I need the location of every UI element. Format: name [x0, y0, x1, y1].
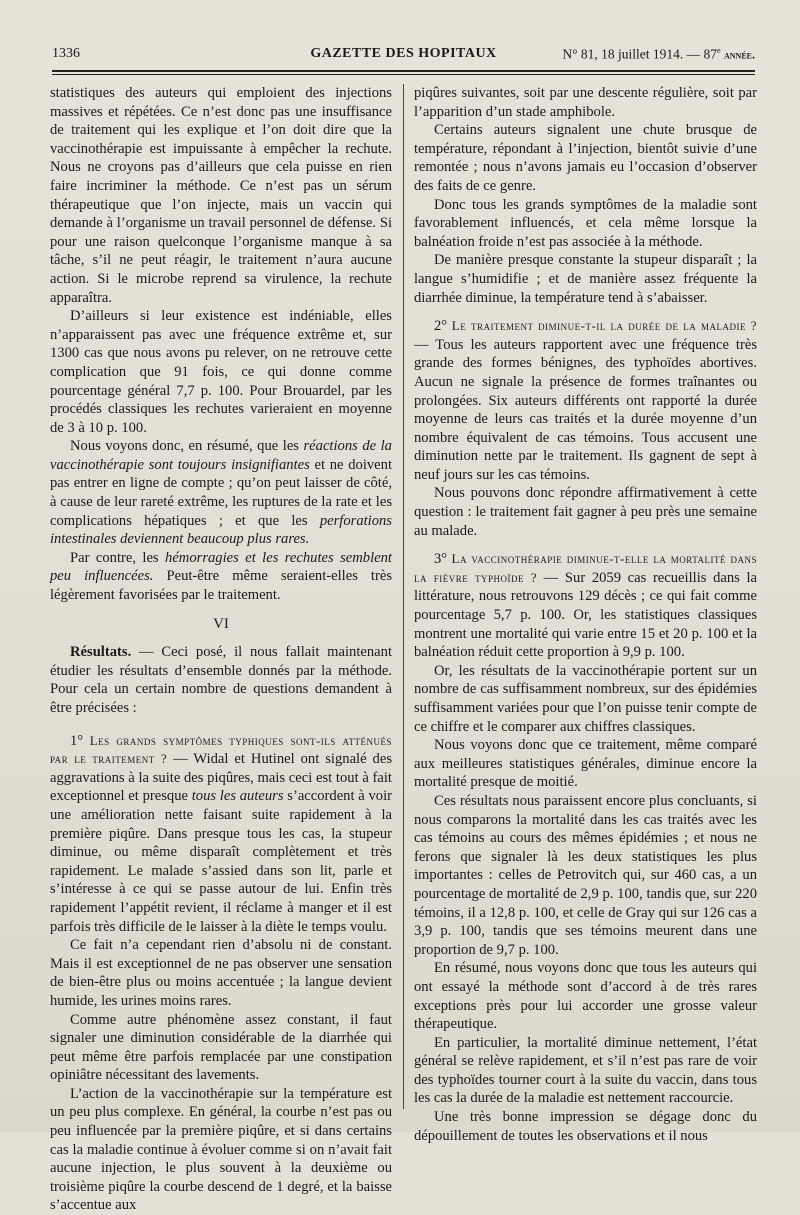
paragraph	[50, 732, 392, 937]
header-rule-thin	[52, 74, 755, 75]
spacer	[50, 633, 392, 643]
spacer	[50, 605, 392, 615]
paragraph: De manière presque constante la stupeur disparaît ; la langue s’humidifie ; et de manière assez fréquente la diarrhée diminue, la température tend à s’abaisser.	[414, 252, 757, 306]
column-separator	[403, 84, 404, 1109]
paragraph: D’ailleurs si leur existence est indéniable, elles n’apparaissent pas avec une fréquence extrême et, sur 1300 cas que nous avons pu relever, on ne retrouve cette complication que 91 fois, ce qui donne comme pourcentage général 7,7 p. 100. Pour Brouardel, par les procédés classiques les rechutes varieraient en moyenne de 3 à 10 p. 100.	[50, 308, 392, 436]
page-number: 1336	[52, 46, 80, 61]
paragraph: Une très bonne impression se dégage donc du dépouillement de toutes les observations et il nous	[414, 1109, 757, 1144]
paragraph: Or, les résultats de la vaccinothérapie portent sur un nombre de cas suffisamment nombreux, sur des épidémies suffisamment variées pour que l’on puisse tenir compte de ce chiffre et le comparer aux chiffres classiques.	[414, 662, 757, 735]
paragraph: En particulier, la mortalité diminue nettement, l’état général se relève rapidement, et s’il n’est pas rare de voir des typhoïdes tourner court à la suite du vaccin, dans tous les cas la durée de la maladie est nettement raccourcie.	[414, 1034, 757, 1107]
question-heading: Le traitement diminue-t-il la durée de la maladie ?	[451, 318, 757, 334]
text-run: 3°	[434, 551, 452, 568]
text-run: 1°	[70, 732, 90, 749]
text-run: et ne doivent pas entrer en ligne de compte ; qu’on peut laisser de côté, à cause de leur rareté extrême, les ruptures de la rate et les complications hépatiques ; et que les	[50, 456, 392, 529]
text-run: — Sur 2059 cas recueillis dans la littérature, nous retrouvons 129 décès ; ce qui fait comme pourcentage 5,7 p. 100. Or, les statistiques classiques montrent une mortalité qui varie entre 15 et 20 p. 100 et la balnéation réduit cette proportion à 9,9 p. 100.	[414, 569, 758, 661]
spacer	[50, 718, 392, 732]
paragraph: statistiques des auteurs qui emploient des injections massives et répétées. Ce n’est donc pas une insuffisance de traitement qui les explique et l’on doit dire que la vaccinothérapie est impuissante à empêcher la rechute. Nous ne croyons pas d’ailleurs que cela puisse en rien faire incriminer la méthode. Ce n’est pas un sérum thérapeutique que l’on injecte, mais un vaccin qui demande à l’organisme un travail personnel de défense. Si pour une raison quelconque l’organisme manque à sa tâche, s’il ne peut réagir, le traitement n’aura aucune action. Si le microbe reprend sa virulence, la rechute apparaîtra.	[50, 85, 392, 306]
paragraph: Certains auteurs signalent une chute brusque de température, répondant à l’injection, bientôt suivie d’une remontée ; nous n’avons jamais eu l’occasion d’observer des faits de ce genre.	[414, 122, 757, 194]
question-heading: Les grands symptômes typhiques sont-ils atténués par le traitement ?	[50, 732, 392, 767]
left-column	[50, 84, 392, 1215]
issue-year-label: année.	[723, 47, 755, 62]
text-run: s’accordent à voir une amélioration nette faisant suite rapidement à la première piqûre. Dans presque tous les cas, la stupeur diminue, ou même disparaît complètement et très rapidement. Le malade s’assied dans son lit, parle et s’intéresse à ce qui se passe autour de lui. Enfin très rapidement l’appétit revient, il réclame à manger et il est parfois très difficile de le laisser à la diète le temps voulu.	[50, 788, 393, 935]
paragraph: Donc tous les grands symptômes de la maladie sont favorablement influencés, et cela même lorsque la balnéation froide n’est pas associée à la méthode.	[414, 196, 757, 250]
text-run: — Ceci posé, il nous fallait maintenant étudier les résultats d’ensemble donnés par la méthode. Pour cela un certain nombre de questions demandent à être précisées :	[50, 644, 392, 716]
paragraph: piqûres suivantes, soit par une descente régulière, soit par l’apparition d’un stade amphibole.	[414, 85, 757, 120]
paragraph: En résumé, nous voyons donc que tous les auteurs qui ont essayé la méthode sont d’accord à de très rares exceptions près pour lui accorder une grosse valeur thérapeutique.	[414, 960, 757, 1033]
issue-info	[562, 46, 755, 63]
paragraph: Ce fait n’a cependant rien d’absolu ni de constant. Mais il est exceptionnel de ne pas observer une sensation de bien-être plus ou moins accentuée ; la langue devient humide, les urines moins rares.	[50, 937, 392, 1009]
section-heading: Résultats.	[70, 644, 132, 661]
italic-run: réactions de la vaccinothérapie sont toujours insignifiantes	[50, 438, 392, 473]
text-run: Peut-être même seraient-elles très légèrement favorisées par le traitement.	[50, 568, 392, 604]
text-run: — Widal et Hutinel ont signalé des aggravations à la suite des piqûres, mais ceci est tout à fait exceptionnel et presque	[50, 751, 392, 805]
paragraph: Nous pouvons donc répondre affirmativement à cette question : le traitement fait gagner à peu près une semaine au malade.	[414, 485, 757, 539]
paragraph	[50, 643, 392, 717]
italic-run: perforations intestinales deviennent beaucoup plus rares.	[50, 512, 392, 548]
journal-title: GAZETTE DES HOPITAUX	[310, 46, 497, 61]
spacer	[414, 540, 757, 550]
question-heading: La vaccinothérapie diminue-t-elle la mortalité dans la fièvre typhoïde ?	[414, 551, 757, 585]
issue-sup: e	[717, 46, 721, 55]
spacer	[414, 307, 757, 317]
paragraph	[50, 549, 392, 605]
paragraph	[50, 437, 392, 549]
paragraph	[414, 550, 757, 662]
paragraph: L’action de la vaccinothérapie sur la température est un peu plus complexe. En général, la courbe n’est pas ou peu influencée par la première piqûre, et si dans certains cas la maladie continue à évoluer comme si on n’avait fait aucune injection, le plus souvent à la deuxième ou troisième piqûre la courbe descend de 1 degré, et la baisse s’accentue aux	[50, 1085, 392, 1214]
italic-run: tous les auteurs	[191, 788, 284, 805]
header-rule-thick	[52, 70, 755, 72]
text-run: 2°	[434, 318, 452, 335]
paragraph: Nous voyons donc que ce traitement, même comparé aux meilleures statistiques générales, diminue encore la mortalité presque de moitié.	[414, 737, 757, 791]
text-run: Nous voyons donc, en résumé, que les	[70, 438, 304, 455]
section-number: VI	[213, 615, 229, 632]
right-column	[414, 84, 757, 1145]
text-run: Par contre, les	[70, 549, 166, 566]
paragraph	[414, 317, 757, 484]
text-run: — Tous les auteurs rapportent avec une fréquence très grande des formes bénignes, des typhoïdes abortives. Aucun ne signale la présence de formes traînantes ou prolongées. Six auteurs différents ont rapporté la durée moyenne de leurs cas traités et la durée moyenne d’un nombre équivalent de cas témoins. Tous accusent une diminution nette par le traitement. Ils gagnent de sept à neuf jours sur les cas témoins.	[414, 336, 757, 483]
paragraph: Comme autre phénomène assez constant, il faut signaler une diminution considérable de la diarrhée qui peut même être parfois remplacée par une constipation opiniâtre nécessitant des lavements.	[50, 1011, 392, 1084]
page-header	[52, 46, 755, 66]
issue-date: N° 81, 18 juillet 1914. — 87	[562, 46, 718, 62]
italic-run: hémorragies et les rechutes semblent peu influencées.	[50, 549, 392, 585]
paragraph: Ces résultats nous paraissent encore plus concluants, si nous comparons la mortalité dans les cas traités avec les cas témoins au cours des mêmes épidémies ; et nous ne ferons que signaler là les deux statistiques les plus importantes : celles de Petrovitch qui, sur 460 cas, a un pourcentage de mortalité de 2,9 p. 100, tandis que, sur 220 témoins, il a 12,8 p. 100, et celle de Gray qui sur 126 cas a 3,9 p. 100, tandis que ses témoins meurent dans une proportion de 9,7 p. 100.	[414, 792, 757, 958]
